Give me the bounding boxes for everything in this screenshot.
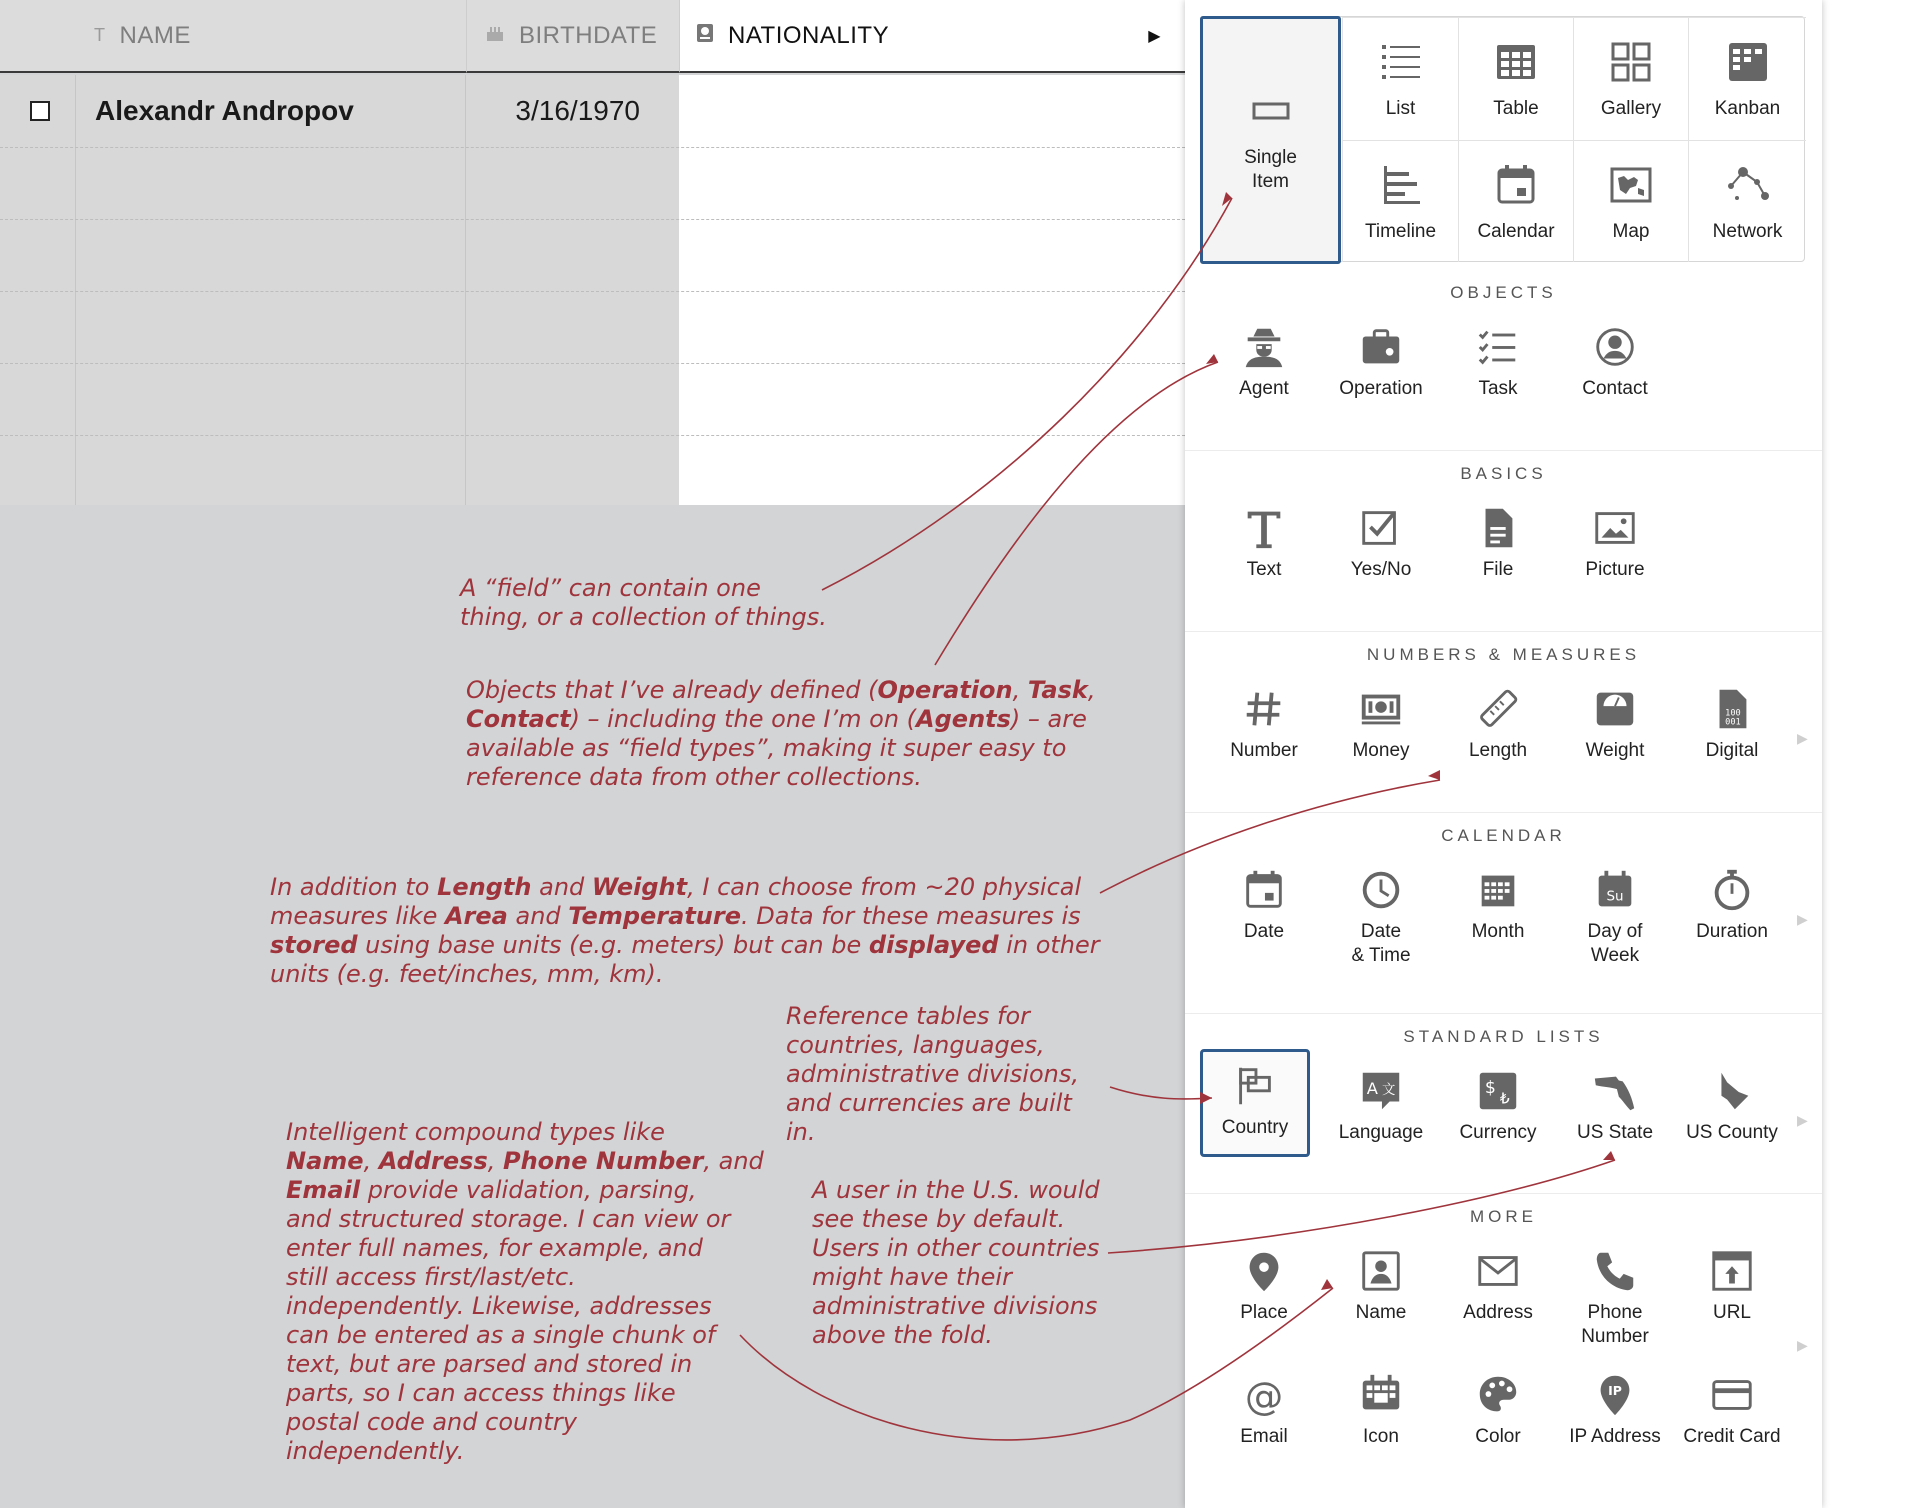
layout-label: Network — [1712, 220, 1783, 242]
field-type-digital[interactable] — [1677, 685, 1787, 763]
field-type-date[interactable] — [1209, 866, 1319, 944]
field-type-label: Email — [1240, 1426, 1288, 1447]
field-type-label: Number — [1230, 740, 1298, 761]
annotation-field: A “field” can contain one thing, or a collection of things. — [460, 574, 827, 631]
field-type-label: Money — [1352, 740, 1410, 761]
map-icon — [1606, 160, 1656, 210]
layout-option-table[interactable] — [1458, 17, 1573, 140]
field-type-address[interactable] — [1443, 1247, 1553, 1325]
layout-label: Gallery — [1600, 98, 1662, 119]
field-type-label: Date — [1243, 921, 1285, 942]
binary-file-icon — [1708, 685, 1756, 733]
section-title: STANDARD LISTS — [1403, 1027, 1604, 1046]
layout-label: Timeline — [1364, 220, 1437, 242]
svg-text:A: A — [1366, 1078, 1378, 1098]
svg-text:$: $ — [1484, 1077, 1496, 1098]
column-header-name[interactable] — [76, 0, 466, 73]
column-header-label: NAME — [119, 21, 191, 49]
field-type-label: US State — [1576, 1122, 1654, 1143]
field-type-label: Digital — [1705, 740, 1759, 761]
field-type-label: Yes/No — [1350, 559, 1412, 580]
currency-icon — [1474, 1067, 1522, 1115]
section-title: NUMBERS & MEASURES — [1366, 645, 1641, 664]
timeline-icon — [1376, 160, 1426, 210]
svg-text:IP: IP — [1608, 1383, 1622, 1398]
field-type-label: IP Address — [1569, 1426, 1661, 1447]
date-icon — [1240, 866, 1288, 914]
layout-option-list[interactable] — [1342, 17, 1458, 140]
field-type-label: Language — [1338, 1122, 1424, 1143]
field-type-ip-address[interactable] — [1560, 1371, 1670, 1449]
field-type-label: Country — [1221, 1117, 1289, 1138]
text-type-icon: T — [94, 25, 106, 45]
field-type-label: Currency — [1459, 1122, 1537, 1143]
phone-icon — [1591, 1247, 1639, 1295]
field-type-label: Task — [1478, 378, 1518, 399]
field-type-label: Name — [1355, 1302, 1407, 1323]
gallery-icon — [1606, 37, 1656, 87]
field-type-label: Month — [1471, 921, 1525, 942]
field-type-phone-number[interactable] — [1560, 1247, 1670, 1349]
map-pin-icon — [1240, 1247, 1288, 1295]
svg-text:@: @ — [1244, 1374, 1284, 1419]
ruler-icon — [1474, 685, 1522, 733]
checklist-icon — [1474, 323, 1522, 371]
credit-card-icon — [1708, 1371, 1756, 1419]
field-type-language[interactable] — [1326, 1067, 1436, 1145]
annotation-us-user: A user in the U.S. would see these by default. Users in other countries might have their administrative divisions above the fold. — [812, 1176, 1100, 1349]
svg-text:₺: ₺ — [1499, 1089, 1510, 1108]
header-select-column — [0, 0, 76, 73]
column-header-label: BIRTHDATE — [519, 21, 658, 49]
field-type-label: Address — [1463, 1302, 1533, 1323]
month-grid-icon — [1474, 866, 1522, 914]
stopwatch-icon — [1708, 866, 1756, 914]
field-type-date-time[interactable] — [1326, 866, 1436, 968]
field-type-label: URL — [1712, 1302, 1751, 1323]
field-type-icon[interactable] — [1326, 1371, 1436, 1449]
table-body — [0, 75, 1185, 505]
field-type-picker — [1185, 0, 1822, 1508]
field-type-yes-no[interactable] — [1326, 504, 1436, 582]
agent-icon — [1240, 323, 1288, 371]
florida-icon — [1591, 1067, 1639, 1115]
annotation-objects: Objects that I’ve already defined (Operation, Task, Contact) – including the one I’m on (Agents) – are available as “field types”, making it super easy to reference data from other collections. — [466, 676, 1096, 791]
at-icon — [1240, 1371, 1288, 1419]
kanban-icon — [1723, 37, 1773, 87]
layout-option-map[interactable] — [1573, 140, 1688, 262]
field-type-label: Duration — [1696, 921, 1768, 942]
layout-label: Calendar — [1477, 220, 1555, 242]
clock-icon — [1357, 866, 1405, 914]
browser-icon — [1708, 1247, 1756, 1295]
layout-label: Kanban — [1714, 98, 1781, 119]
layout-option-kanban[interactable] — [1688, 17, 1806, 140]
field-type-email[interactable] — [1209, 1371, 1319, 1449]
field-type-agent[interactable] — [1209, 323, 1319, 401]
field-type-day-of-week[interactable] — [1560, 866, 1670, 968]
layout-option-single-item[interactable] — [1200, 16, 1341, 264]
layout-option-timeline[interactable] — [1342, 140, 1458, 262]
layout-label: Map — [1612, 220, 1650, 242]
cell-birthdate[interactable]: 3/16/1970 — [515, 95, 640, 126]
field-type-label: Color — [1475, 1426, 1521, 1447]
layout-option-calendar[interactable] — [1458, 140, 1573, 262]
section-title: MORE — [1470, 1207, 1537, 1226]
field-type-duration[interactable] — [1677, 866, 1787, 944]
field-type-label: Place — [1240, 1302, 1288, 1323]
flag-icon — [1231, 1062, 1279, 1110]
svg-text:Su: Su — [1606, 889, 1624, 905]
list-icon — [1376, 37, 1426, 87]
svg-text:文: 文 — [1381, 1082, 1396, 1098]
column-header-label: NATIONALITY — [728, 21, 890, 49]
field-type-place[interactable] — [1209, 1247, 1319, 1325]
field-type-label: Picture — [1585, 559, 1645, 580]
column-header-birthdate[interactable] — [466, 0, 679, 73]
ip-pin-icon — [1591, 1371, 1639, 1419]
field-type-us-state[interactable] — [1560, 1067, 1670, 1145]
field-type-label: Agent — [1239, 378, 1289, 399]
icon-grid-icon — [1357, 1371, 1405, 1419]
file-icon — [1474, 504, 1522, 552]
column-header-nationality[interactable] — [679, 0, 1185, 73]
records-table — [0, 0, 1185, 505]
field-type-task[interactable] — [1443, 323, 1553, 401]
field-type-color[interactable] — [1443, 1371, 1553, 1449]
field-type-number[interactable] — [1209, 685, 1319, 763]
scroll-right-icon[interactable]: ▶ — [1797, 911, 1808, 927]
field-type-credit-card[interactable] — [1677, 1371, 1787, 1449]
scroll-right-icon[interactable]: ▶ — [1797, 730, 1808, 746]
layout-label: Table — [1493, 98, 1539, 119]
layout-label: Single Item — [1244, 147, 1297, 192]
field-type-label: Date & Time — [1351, 921, 1411, 966]
cell-name[interactable]: Alexandr Andropov — [95, 95, 354, 126]
network-icon — [1723, 160, 1773, 210]
field-type-contact[interactable] — [1560, 323, 1670, 401]
field-type-url[interactable] — [1677, 1247, 1787, 1325]
field-type-label: Text — [1246, 559, 1282, 580]
caret-right-icon[interactable]: ▶ — [1148, 28, 1161, 45]
field-type-us-county[interactable] — [1677, 1067, 1787, 1145]
section-title: OBJECTS — [1450, 283, 1557, 302]
table-icon — [1491, 37, 1541, 87]
calendar-icon — [1491, 160, 1541, 210]
text-icon — [1240, 504, 1288, 552]
user-circle-icon — [1591, 323, 1639, 371]
scale-icon — [1591, 685, 1639, 733]
field-type-country[interactable] — [1200, 1049, 1310, 1157]
county-icon — [1708, 1067, 1756, 1115]
field-type-label: Phone Number — [1581, 1302, 1649, 1347]
section-title: CALENDAR — [1441, 826, 1566, 845]
single-item-icon — [1246, 86, 1296, 136]
layout-option-network[interactable] — [1688, 140, 1806, 262]
field-type-money[interactable] — [1326, 685, 1436, 763]
field-type-picture[interactable] — [1560, 504, 1670, 582]
picture-icon — [1591, 504, 1639, 552]
hash-icon — [1240, 685, 1288, 733]
passport-icon — [696, 23, 714, 48]
field-type-label: US County — [1686, 1122, 1778, 1143]
field-type-file[interactable] — [1443, 504, 1553, 582]
annotation-measures: In addition to Length and Weight, I can choose from ~20 physical measures like Area and Temperature. Data for these measures is stored using base units (e.g. meters) but can be displayed in other units (e.g. feet/inches, mm, km). — [270, 873, 1100, 988]
layout-option-gallery[interactable] — [1573, 17, 1688, 140]
field-type-label: Day of Week — [1587, 921, 1643, 966]
field-type-label: Credit Card — [1683, 1426, 1781, 1447]
layout-options — [1200, 16, 1805, 262]
layout-label: List — [1385, 98, 1416, 119]
palette-icon — [1474, 1371, 1522, 1419]
field-type-weight[interactable] — [1560, 685, 1670, 763]
field-type-currency[interactable] — [1443, 1067, 1553, 1145]
money-icon — [1357, 685, 1405, 733]
language-icon — [1357, 1067, 1405, 1115]
scroll-right-icon[interactable]: ▶ — [1797, 1112, 1808, 1128]
row-checkbox[interactable] — [30, 101, 50, 121]
field-type-length[interactable] — [1443, 685, 1553, 763]
day-of-week-icon — [1591, 866, 1639, 914]
field-type-label: Operation — [1339, 378, 1423, 399]
svg-text:001: 001 — [1725, 717, 1741, 728]
section-title: BASICS — [1460, 464, 1547, 483]
field-type-name[interactable] — [1326, 1247, 1436, 1325]
briefcase-icon — [1357, 323, 1405, 371]
field-type-label: Contact — [1582, 378, 1648, 399]
field-type-label: Length — [1468, 740, 1528, 761]
svg-text:100: 100 — [1725, 708, 1741, 719]
annotation-reference: Reference tables for countries, languages, administrative divisions, and currencies are built in. — [786, 1002, 1080, 1146]
field-type-label: Icon — [1363, 1426, 1399, 1447]
field-type-month[interactable] — [1443, 866, 1553, 944]
scroll-right-icon[interactable]: ▶ — [1797, 1337, 1808, 1353]
envelope-icon — [1474, 1247, 1522, 1295]
annotation-compound: Intelligent compound types like Name, Address, Phone Number, and Email provide validation, parsing, and structured storage. I can view or enter full names, for example, and still access first/last/etc. independently. Likewise, addresses can be entered as a single chunk of text, but are parsed and stored in parts, so I can access things like postal code and country independently. — [286, 1118, 764, 1465]
checkbox-icon — [1357, 504, 1405, 552]
field-type-operation[interactable] — [1326, 323, 1436, 401]
field-type-label: Weight — [1585, 740, 1645, 761]
field-type-text[interactable] — [1209, 504, 1319, 582]
cake-icon — [485, 23, 505, 48]
id-card-icon — [1357, 1247, 1405, 1295]
field-type-label: File — [1482, 559, 1514, 580]
